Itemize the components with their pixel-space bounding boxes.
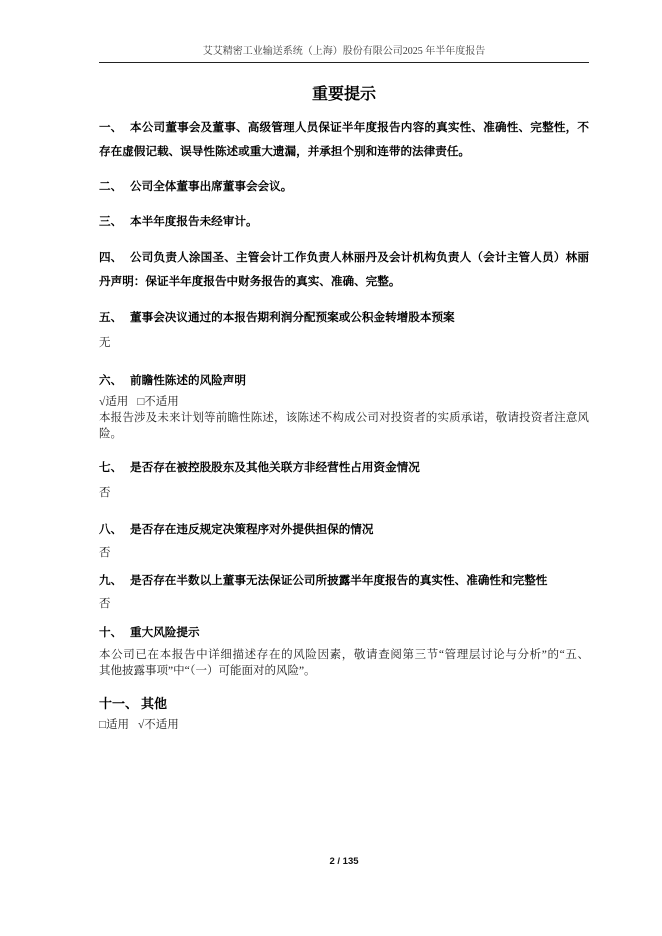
unchecked-box-icon: □: [99, 719, 106, 731]
section-heading: [99, 369, 589, 393]
section-number: 五、: [99, 311, 123, 324]
section: [99, 692, 589, 733]
section-title-line: 存在虚假记载、误导性陈述或重大遗漏，并承担个别和连带的法律责任。: [99, 145, 471, 158]
option-label: 适用: [105, 719, 129, 731]
section-number: 八、: [99, 523, 123, 536]
option-not-applicable: [137, 396, 178, 408]
section-body-line: 本公司已在本报告中详细描述存在的风险因素，敬请查阅第三节“管理层讨论与分析”的“五、: [99, 649, 589, 661]
section-heading: [99, 518, 589, 542]
section-number: 六、: [99, 374, 123, 387]
section-number: 十、: [99, 626, 123, 639]
section-title: 本半年度报告未经审计。: [130, 215, 258, 228]
section-title: 公司全体董事出席董事会会议。: [130, 180, 293, 193]
section: [99, 246, 589, 294]
section-number: 九、: [99, 574, 123, 587]
option-label: 不适用: [144, 719, 179, 731]
section-heading: [99, 116, 589, 140]
section-number: 一、: [99, 121, 123, 134]
section-body: 否: [99, 487, 111, 499]
page-number: 2 / 135: [329, 856, 359, 867]
section-heading: [99, 246, 589, 270]
section-heading: [99, 456, 589, 480]
section-body: 无: [99, 337, 111, 349]
section-heading: [99, 692, 589, 716]
section-body: 否: [99, 598, 111, 610]
section-body-line: 其他披露事项”中“（一）可能面对的风险”。: [99, 665, 316, 677]
section-title: 其他: [141, 696, 168, 711]
section-body: 否: [99, 547, 111, 559]
checked-mark-icon: √: [99, 396, 106, 408]
section: [99, 569, 589, 612]
section: [99, 306, 589, 351]
section: [99, 518, 589, 561]
section-title-line: 丹声明：保证半年度报告中财务报告的真实、准确、完整。: [99, 275, 401, 288]
section: [99, 456, 589, 501]
unchecked-box-icon: □: [137, 396, 145, 408]
section: [99, 369, 589, 442]
section: [99, 116, 589, 164]
section-number: 二、: [99, 180, 123, 193]
section: [99, 210, 589, 234]
section-body-line: 险。: [99, 428, 122, 440]
header-rule: [99, 62, 589, 63]
section: [99, 175, 589, 199]
section-title: 是否存在被控股股东及其他关联方非经营性占用资金情况: [130, 461, 420, 474]
option-label: 不适用: [144, 396, 179, 408]
section-title: 董事会决议通过的本报告期利润分配预案或公积金转增股本预案: [130, 311, 455, 324]
section-number: 七、: [99, 461, 123, 474]
section-number: 十一、: [99, 696, 139, 711]
running-header-title: 艾艾精密工业输送系统（上海）股份有限公司2025 年半年度报告: [202, 46, 486, 57]
option-label: 适用: [105, 396, 129, 408]
checked-mark-icon: √: [137, 719, 145, 731]
section-title-line: 本公司董事会及董事、高级管理人员保证半年度报告内容的真实性、准确性、完整性，不: [130, 121, 589, 134]
section-body-line: 本报告涉及未来计划等前瞻性陈述，该陈述不构成公司对投资者的实质承诺，敬请投资者注意风: [99, 412, 589, 424]
section-heading: [99, 306, 589, 330]
section-heading: [99, 175, 589, 199]
applicability-options: [99, 394, 589, 410]
section-title-line: 公司负责人涂国圣、主管会计工作负责人林丽丹及会计机构负责人（会计主管人员）林丽: [130, 251, 589, 264]
section-number: 四、: [99, 251, 123, 264]
section-title: 是否存在半数以上董事无法保证公司所披露半年度报告的真实性、准确性和完整性: [130, 574, 548, 587]
applicability-options: [99, 717, 589, 733]
section-heading: [99, 569, 589, 593]
section-number: 三、: [99, 215, 123, 228]
option-applicable: [99, 719, 129, 731]
section-heading: [99, 210, 589, 234]
page-title: 重要提示: [311, 86, 376, 103]
section-title: 重大风险提示: [130, 626, 200, 639]
important-notice-content: [99, 83, 589, 733]
section-title: 是否存在违反规定决策程序对外提供担保的情况: [130, 523, 374, 536]
option-applicable: [99, 396, 128, 408]
section: [99, 621, 589, 679]
option-not-applicable: [138, 719, 179, 731]
section-heading: [99, 621, 589, 645]
section-title: 前瞻性陈述的风险声明: [130, 374, 246, 387]
